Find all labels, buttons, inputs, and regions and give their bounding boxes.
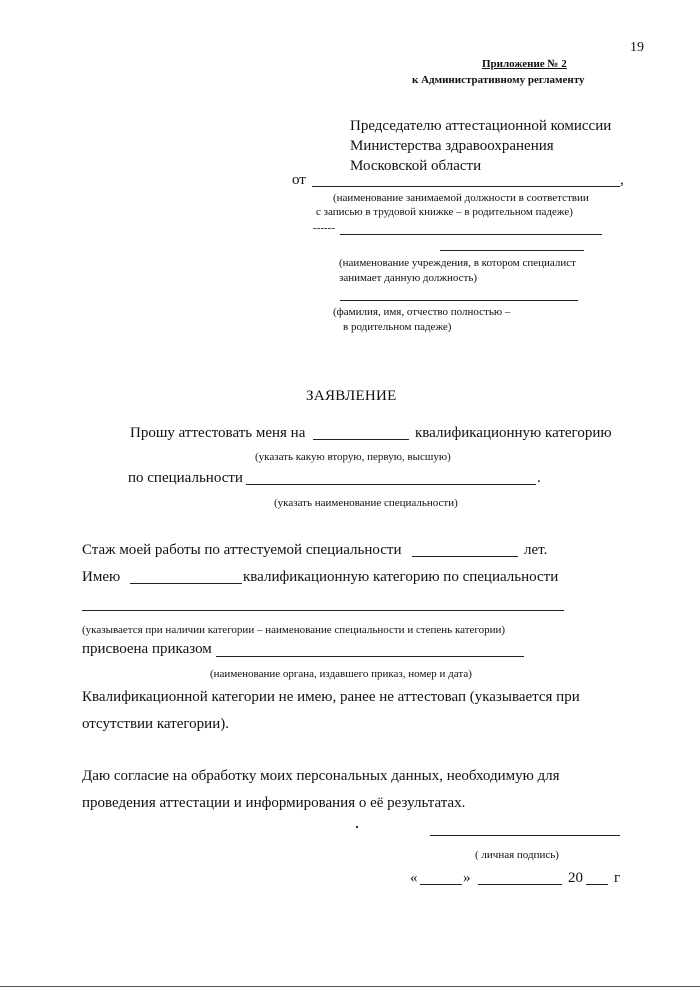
specialty-end: . <box>537 470 541 486</box>
category-hint: (указать какую вторую, первую, высшую) <box>255 451 451 463</box>
position-hint-1: (наименование занимаемой должности в соответствии <box>333 192 589 204</box>
date-open-quote: « <box>410 870 418 886</box>
specialty-field[interactable] <box>246 484 536 485</box>
have-label: Имею <box>82 569 121 585</box>
category-info-hint: (указывается при наличии категории – наименование специальности и степень категории) <box>82 624 506 636</box>
have-category-field[interactable] <box>130 583 242 584</box>
date-month-field[interactable] <box>478 884 562 885</box>
signature-hint: ( личная подпись) <box>475 849 559 861</box>
request-text-after: квалификационную категорию <box>415 425 612 441</box>
have-after-text: квалификационную категорию по специальности <box>243 569 559 585</box>
order-field[interactable] <box>216 656 524 657</box>
date-day-field[interactable] <box>420 884 462 885</box>
name-hint-1: (фамилия, имя, отчество полностью – <box>333 306 511 318</box>
order-hint: (наименование органа, издавшего приказ, номер и дата) <box>210 668 472 680</box>
name-hint-2: в родительном падеже) <box>343 321 452 333</box>
page-number: 19 <box>630 40 644 55</box>
institution-hint-2: занимает данную должность) <box>339 272 477 284</box>
appendix-subtitle: к Административному регламенту <box>412 74 585 86</box>
appendix-title: Приложение № 2 <box>482 58 567 70</box>
request-text-before: Прошу аттестовать меня на <box>130 425 306 441</box>
date-year-field[interactable] <box>586 884 608 885</box>
consent-line-2: проведения аттестации и информирования о её результатах. <box>82 795 466 811</box>
from-label: от <box>292 172 306 188</box>
addressee-line-3: Московской области <box>350 158 482 174</box>
position-field[interactable] <box>312 186 620 187</box>
bottom-rule <box>0 986 700 987</box>
statement-title: ЗАЯВЛЕНИЕ <box>306 388 397 404</box>
category-field[interactable] <box>313 439 409 440</box>
addressee-line-2: Министерства здравоохранения <box>350 138 554 154</box>
institution-hint-1: (наименование учреждения, в котором специалист <box>339 257 576 269</box>
consent-line-1: Даю согласие на обработку моих персональных данных, необходимую для <box>82 768 560 784</box>
experience-unit: лет. <box>524 542 548 558</box>
position-hint-2: с записью в трудовой книжке – в родительном падеже) <box>316 206 573 218</box>
position-comma: , <box>620 172 624 188</box>
scan-dot <box>356 826 358 828</box>
addressee-line-1: Председателю аттестационной комиссии <box>350 118 612 134</box>
signature-field[interactable] <box>430 835 620 836</box>
year-suffix: г <box>614 870 621 886</box>
specialty-label: по специальности <box>128 470 243 486</box>
experience-label: Стаж моей работы по аттестуемой специальности <box>82 542 402 558</box>
year-prefix: 20 <box>568 870 583 886</box>
no-category-line-1: Квалификационной категории не имею, ранее не аттестовап (указывается при <box>82 689 580 705</box>
institution-field[interactable] <box>440 250 584 251</box>
position-continuation-field[interactable] <box>340 234 602 235</box>
category-specialty-field[interactable] <box>82 610 564 611</box>
date-close-quote: » <box>463 870 471 886</box>
no-category-line-2: отсутствии категории). <box>82 716 229 732</box>
assigned-label: присвоена приказом <box>82 641 212 657</box>
full-name-field[interactable] <box>340 300 578 301</box>
dashes: ------ <box>313 222 335 234</box>
specialty-hint: (указать наименование специальности) <box>274 497 458 509</box>
experience-field[interactable] <box>412 556 518 557</box>
